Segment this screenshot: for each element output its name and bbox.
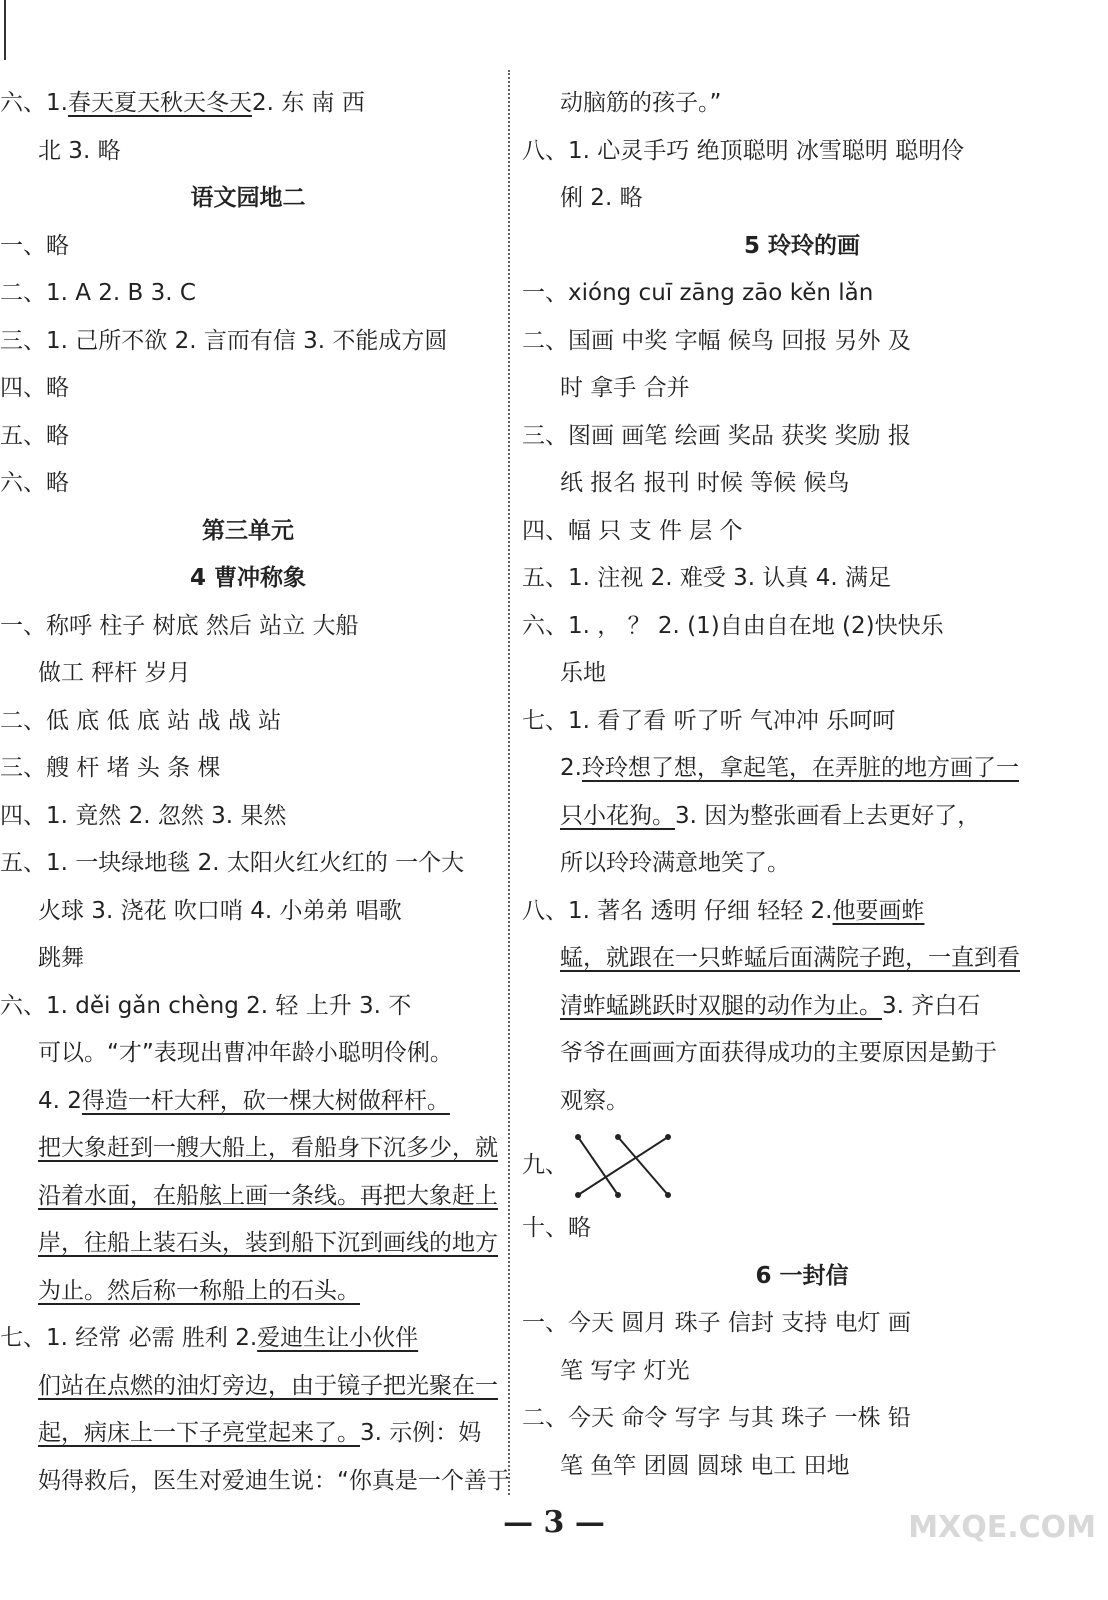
answer-text: 六、略 — [0, 470, 69, 496]
column-divider — [508, 70, 510, 1495]
answer-line — [522, 318, 1082, 366]
answer-line — [522, 698, 1082, 746]
answer-line — [0, 1173, 496, 1221]
answer-text: 笔 鱼竿 团圆 圆球 电工 田地 — [560, 1452, 850, 1479]
underlined-answer: 冬天 — [205, 90, 252, 116]
answer-line — [0, 80, 496, 128]
answer-line — [0, 1458, 510, 1506]
answer-line — [522, 460, 1082, 508]
answer-text: 一、略 — [0, 232, 69, 259]
underlined-answer: 玲玲想了想，拿起笔，在弄脏的地方画了一 — [581, 755, 1019, 781]
answer-text: 乐地 — [560, 660, 606, 686]
answer-text: 四、1. 竟然 2. 忽然 3. 果然 — [0, 802, 287, 829]
answer-text: 语文园地二 — [190, 185, 306, 211]
matching-lines-diagram — [572, 1131, 682, 1201]
underlined-answer: 沿着水面，在船舷上画一条线。再把大象赶上 — [38, 1182, 498, 1209]
answer-text: 六、1. ， ？ 2. (1)自由自在地 (2)快快乐 — [522, 612, 944, 639]
underlined-answer: 夏天 — [113, 90, 160, 116]
answer-line — [522, 745, 1082, 793]
answer-line — [522, 1395, 1082, 1443]
match-dot — [575, 1192, 581, 1198]
answer-text: 所以玲玲满意地笑了。 — [560, 850, 790, 876]
answer-line — [522, 1205, 1082, 1253]
answer-text: 五、略 — [0, 422, 69, 449]
answer-line — [522, 413, 1082, 461]
answer-line — [522, 1078, 1082, 1126]
answer-line — [522, 1030, 1082, 1078]
answer-text: 三、1. 己所不欲 2. 言而有信 3. 不能成方圆 — [0, 327, 448, 354]
page-number: — 3 — — [503, 1505, 605, 1540]
match-dot — [665, 1192, 671, 1198]
answer-line — [522, 1443, 1082, 1491]
answer-line — [0, 745, 496, 793]
answer-text: 3. 齐白石 — [882, 992, 981, 1019]
answer-text: 七、1. 经常 必需 胜利 2. — [0, 1325, 258, 1351]
answer-text: 二、今天 命令 写字 与其 珠子 一株 铅 — [522, 1405, 911, 1431]
answer-line — [522, 935, 1082, 983]
answer-line — [0, 223, 496, 271]
match-dot — [615, 1134, 621, 1140]
underlined-answer: 他要画蚱 — [832, 897, 925, 924]
answer-text: 三、图画 画笔 绘画 奖品 获奖 奖励 报 — [522, 422, 911, 449]
answer-line — [522, 650, 1082, 698]
underlined-answer: 秋天 — [159, 90, 206, 116]
answer-line — [0, 1268, 496, 1316]
answer-text: 四、幅 只 支 件 层 个 — [522, 517, 743, 544]
match-dot — [575, 1134, 581, 1140]
answer-text: 2. — [560, 755, 582, 781]
answer-text: 一、xióng cuī zāng zāo kěn lǎn — [522, 280, 874, 306]
answer-line — [0, 888, 496, 936]
answer-line — [0, 365, 496, 413]
answer-line — [522, 1300, 1082, 1348]
answer-line — [0, 1125, 496, 1173]
answer-text: 八、1. 著名 透明 仔细 轻轻 2. — [522, 897, 833, 924]
answer-text: 二、低 底 低 底 站 战 战 站 — [0, 707, 282, 734]
match-dot — [665, 1134, 671, 1140]
answer-text: 第三单元 — [202, 517, 294, 544]
answer-text: 2. 东 南 西 — [251, 90, 365, 116]
section-heading — [0, 175, 496, 223]
section-heading — [0, 508, 496, 556]
answer-text: 4. 2 — [38, 1087, 82, 1114]
underlined-answer: 春天 — [67, 90, 114, 116]
section-heading — [0, 555, 496, 603]
section-heading — [522, 223, 1082, 271]
answer-text: 八、1. 心灵手巧 绝顶聪明 冰雪聪明 聪明伶 — [522, 137, 965, 164]
answer-line — [522, 365, 1082, 413]
answer-text: 三、艘 杆 堵 头 条 棵 — [0, 755, 221, 781]
answer-line — [0, 318, 496, 366]
underlined-answer: 得造一杆大秤，砍一棵大树做秤杆。 — [81, 1087, 450, 1114]
answer-text: 北 3. 略 — [38, 137, 121, 164]
answer-line — [522, 1348, 1082, 1396]
answer-text: 七、1. 看了看 听了听 气冲冲 乐呵呵 — [522, 707, 896, 734]
answer-line — [522, 270, 1082, 318]
answer-text: 3. 示例：妈 — [360, 1420, 482, 1446]
answer-text: 6 一封信 — [755, 1262, 849, 1289]
answer-text: 3. 因为整张画看上去更好了， — [675, 802, 981, 829]
answer-text: 做工 秤杆 岁月 — [38, 660, 191, 686]
answer-text: 六、1. — [0, 90, 68, 116]
answer-text: 一、称呼 柱子 树底 然后 站立 大船 — [0, 612, 359, 639]
right-column — [522, 80, 1082, 1490]
answer-text: 时 拿手 合并 — [560, 375, 690, 401]
underlined-answer: 起，病床上一下子亮堂起来了。 — [38, 1420, 360, 1446]
answer-line — [0, 935, 496, 983]
answer-text: 4 曹冲称象 — [189, 565, 306, 591]
answer-line — [522, 1125, 1082, 1205]
answer-text: 5 玲玲的画 — [743, 232, 860, 259]
answer-text: 爷爷在画画方面获得成功的主要原因是勤于 — [560, 1040, 997, 1066]
answer-text: 四、略 — [0, 375, 69, 401]
answer-line — [0, 793, 496, 841]
answer-line — [0, 603, 496, 651]
answer-text: 五、1. 一块绿地毯 2. 太阳火红火红的 一个大 — [0, 850, 465, 876]
answer-text: 动脑筋的孩子。” — [560, 90, 722, 116]
match-line — [618, 1137, 668, 1195]
answer-line — [0, 1078, 496, 1126]
answer-text: 妈得救后，医生对爱迪生说：“你真是一个善于 — [38, 1467, 510, 1494]
answer-line — [522, 888, 1082, 936]
answer-line — [0, 840, 496, 888]
answer-text: 二、1. A 2. B 3. C — [0, 280, 196, 306]
left-column — [0, 80, 510, 1505]
answer-line — [0, 1363, 496, 1411]
answer-line — [0, 650, 496, 698]
answer-line — [0, 1030, 496, 1078]
answer-line — [522, 175, 1082, 223]
answer-line — [0, 270, 496, 318]
underlined-answer: 为止。然后称一称船上的石头。 — [38, 1277, 360, 1304]
answer-line — [522, 603, 1082, 651]
answer-line — [522, 793, 1082, 841]
answer-line — [522, 983, 1082, 1031]
section-heading — [522, 1253, 1082, 1301]
underlined-answer: 爱迪生让小伙伴 — [257, 1325, 419, 1351]
answer-line — [522, 508, 1082, 556]
watermark-logo: MXQE.COM — [908, 1510, 1096, 1545]
answer-line — [0, 1220, 496, 1268]
answer-line — [522, 840, 1082, 888]
answer-line — [522, 80, 1082, 128]
answer-line — [0, 460, 496, 508]
left-edge-rule — [4, 0, 6, 60]
answer-text: 纸 报名 报刊 时候 等候 候鸟 — [560, 470, 850, 496]
answer-line — [522, 555, 1082, 603]
underlined-answer: 们站在点燃的油灯旁边，由于镜子把光聚在一 — [38, 1372, 498, 1399]
answer-line — [0, 1410, 496, 1458]
answer-text: 俐 2. 略 — [560, 185, 643, 211]
answer-text: 九、 — [522, 1152, 568, 1178]
answer-line — [0, 698, 496, 746]
underlined-answer: 把大象赶到一艘大船上，看船身下沉多少，就 — [38, 1135, 498, 1161]
answer-text: 六、1. děi gǎn chèng 2. 轻 上升 3. 不 — [0, 992, 412, 1019]
underlined-answer: 蜢，就跟在一只蚱蜢后面满院子跑，一直到看 — [560, 945, 1020, 971]
answer-text: 可以。“才”表现出曹冲年龄小聪明伶俐。 — [38, 1040, 453, 1066]
answer-text: 二、国画 中奖 字幅 候鸟 回报 另外 及 — [522, 327, 911, 354]
answer-text: 火球 3. 浇花 吹口哨 4. 小弟弟 唱歌 — [38, 897, 402, 924]
answer-line — [0, 128, 496, 176]
answer-text: 跳舞 — [38, 945, 84, 971]
underlined-answer: 只小花狗。 — [560, 802, 675, 829]
answer-text: 十、略 — [522, 1215, 591, 1241]
answer-line — [0, 1315, 496, 1363]
answer-line — [0, 413, 496, 461]
match-line — [578, 1137, 668, 1195]
answer-line — [522, 128, 1082, 176]
answer-line — [0, 983, 496, 1031]
answer-text: 一、今天 圆月 珠子 信封 支持 电灯 画 — [522, 1310, 911, 1336]
underlined-answer: 清蚱蜢跳跃时双腿的动作为止。 — [560, 992, 882, 1019]
match-dot — [615, 1192, 621, 1198]
match-line — [578, 1137, 618, 1195]
answer-text: 笔 写字 灯光 — [560, 1357, 690, 1384]
answer-text: 五、1. 注视 2. 难受 3. 认真 4. 满足 — [522, 565, 891, 591]
answer-text: 观察。 — [560, 1087, 629, 1114]
underlined-answer: 岸，往船上装石头，装到船下沉到画线的地方 — [38, 1230, 498, 1256]
